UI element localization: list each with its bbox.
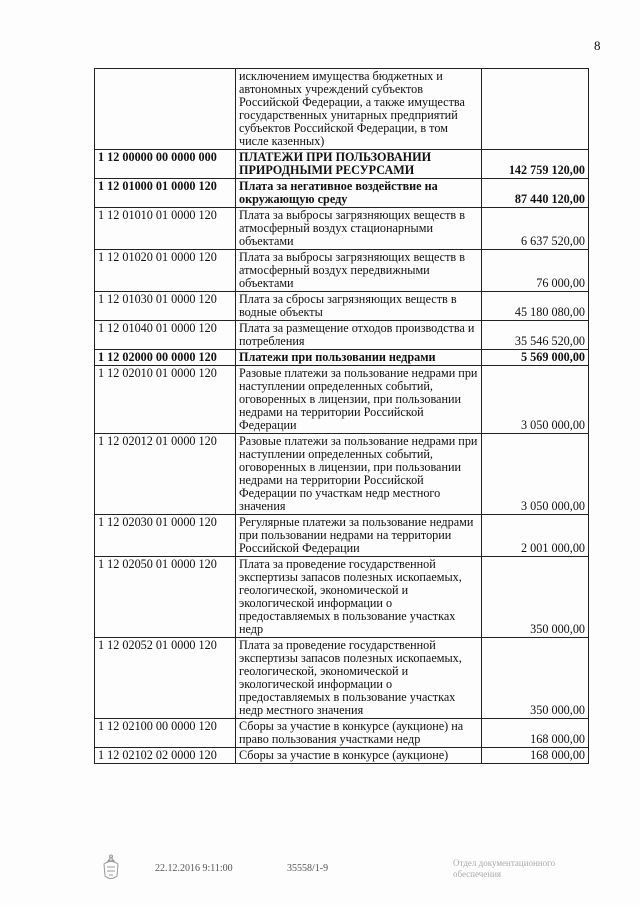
amount-cell: 168 000,00	[482, 748, 589, 764]
description-cell: ПЛАТЕЖИ ПРИ ПОЛЬЗОВАНИИ ПРИРОДНЫМИ РЕСУРСАМИ	[236, 150, 482, 179]
amount-cell: 45 180 080,00	[482, 292, 589, 321]
table-row	[95, 434, 589, 515]
code-cell: 1 12 02012 01 0000 120	[95, 434, 236, 515]
description-cell: Плата за проведение государственной экспертизы запасов полезных ископаемых, геологической, экономической и экологической информации о предоставляемых в пользование участках недр местного значения	[236, 638, 482, 719]
code-cell: 1 12 02000 00 0000 120	[95, 350, 236, 366]
table-row	[95, 350, 589, 366]
footer-date: 22.12.2016 9:11:00	[155, 863, 233, 874]
description-cell: Плата за выбросы загрязняющих веществ в атмосферный воздух передвижными объектами	[236, 250, 482, 292]
description-cell: Плата за проведение государственной экспертизы запасов полезных ископаемых, геологической, экономической и экологической информации о предоставляемых в пользование участках недр	[236, 557, 482, 638]
code-cell: 1 12 02102 02 0000 120	[95, 748, 236, 764]
amount-cell: 5 569 000,00	[482, 350, 589, 366]
table-row	[95, 179, 589, 208]
table-row	[95, 250, 589, 292]
amount-cell: 168 000,00	[482, 719, 589, 748]
amount-cell: 3 050 000,00	[482, 366, 589, 434]
description-cell: Плата за выбросы загрязняющих веществ в атмосферный воздух стационарными объектами	[236, 208, 482, 250]
amount-cell: 35 546 520,00	[482, 321, 589, 350]
code-cell: 1 12 01000 01 0000 120	[95, 179, 236, 208]
table-row	[95, 321, 589, 350]
description-cell: Плата за размещение отходов производства и потребления	[236, 321, 482, 350]
code-cell: 1 12 02030 01 0000 120	[95, 515, 236, 557]
code-cell: 1 12 00000 00 0000 000	[95, 150, 236, 179]
table-row	[95, 292, 589, 321]
table-row	[95, 638, 589, 719]
table-row	[95, 150, 589, 179]
page-footer	[0, 860, 640, 900]
footer-doc-number: 35558/1-9	[287, 863, 329, 874]
description-cell: Платежи при пользовании недрами	[236, 350, 482, 366]
table-row	[95, 719, 589, 748]
amount-cell: 87 440 120,00	[482, 179, 589, 208]
amount-cell: 142 759 120,00	[482, 150, 589, 179]
description-cell: Сборы за участие в конкурсе (аукционе)	[236, 748, 482, 764]
table-row	[95, 366, 589, 434]
table-row	[95, 748, 589, 764]
amount-cell: 76 000,00	[482, 250, 589, 292]
code-cell: 1 12 02010 01 0000 120	[95, 366, 236, 434]
table-row	[95, 557, 589, 638]
page-number: 8	[594, 38, 601, 53]
description-cell: Плата за негативное воздействие на окружающую среду	[236, 179, 482, 208]
description-cell: Регулярные платежи за пользование недрами при пользовании недрами на территории Российской Федерации	[236, 515, 482, 557]
emblem-icon	[100, 854, 122, 884]
table-row	[95, 208, 589, 250]
table-body	[95, 69, 589, 764]
amount-cell: 350 000,00	[482, 557, 589, 638]
amount-cell: 6 637 520,00	[482, 208, 589, 250]
code-cell: 1 12 02052 01 0000 120	[95, 638, 236, 719]
description-cell: Плата за сбросы загрязняющих веществ в водные объекты	[236, 292, 482, 321]
footer-stamp: Отдел документационного обеспечения	[453, 858, 556, 879]
amount-cell	[482, 69, 589, 150]
budget-revenue-table	[94, 68, 589, 764]
code-cell: 1 12 02100 00 0000 120	[95, 719, 236, 748]
amount-cell: 3 050 000,00	[482, 434, 589, 515]
code-cell: 1 12 01020 01 0000 120	[95, 250, 236, 292]
amount-cell: 350 000,00	[482, 638, 589, 719]
description-cell: Сборы за участие в конкурсе (аукционе) на право пользования участками недр	[236, 719, 482, 748]
amount-cell: 2 001 000,00	[482, 515, 589, 557]
description-cell: Разовые платежи за пользование недрами при наступлении определенных событий, оговоренных в лицензии, при пользовании недрами на территории Российской Федерации по участкам недр местного значения	[236, 434, 482, 515]
table-row	[95, 69, 589, 150]
description-cell: Разовые платежи за пользование недрами при наступлении определенных событий, оговоренных в лицензии, при пользовании недрами на территории Российской Федерации	[236, 366, 482, 434]
code-cell: 1 12 02050 01 0000 120	[95, 557, 236, 638]
table-row	[95, 515, 589, 557]
code-cell	[95, 69, 236, 150]
code-cell: 1 12 01030 01 0000 120	[95, 292, 236, 321]
code-cell: 1 12 01040 01 0000 120	[95, 321, 236, 350]
description-cell: исключением имущества бюджетных и автономных учреждений субъектов Российской Федерации, а также имущества государственных унитарных предприятий субъектов Российской Федерации, в том числе казенных)	[236, 69, 482, 150]
code-cell: 1 12 01010 01 0000 120	[95, 208, 236, 250]
